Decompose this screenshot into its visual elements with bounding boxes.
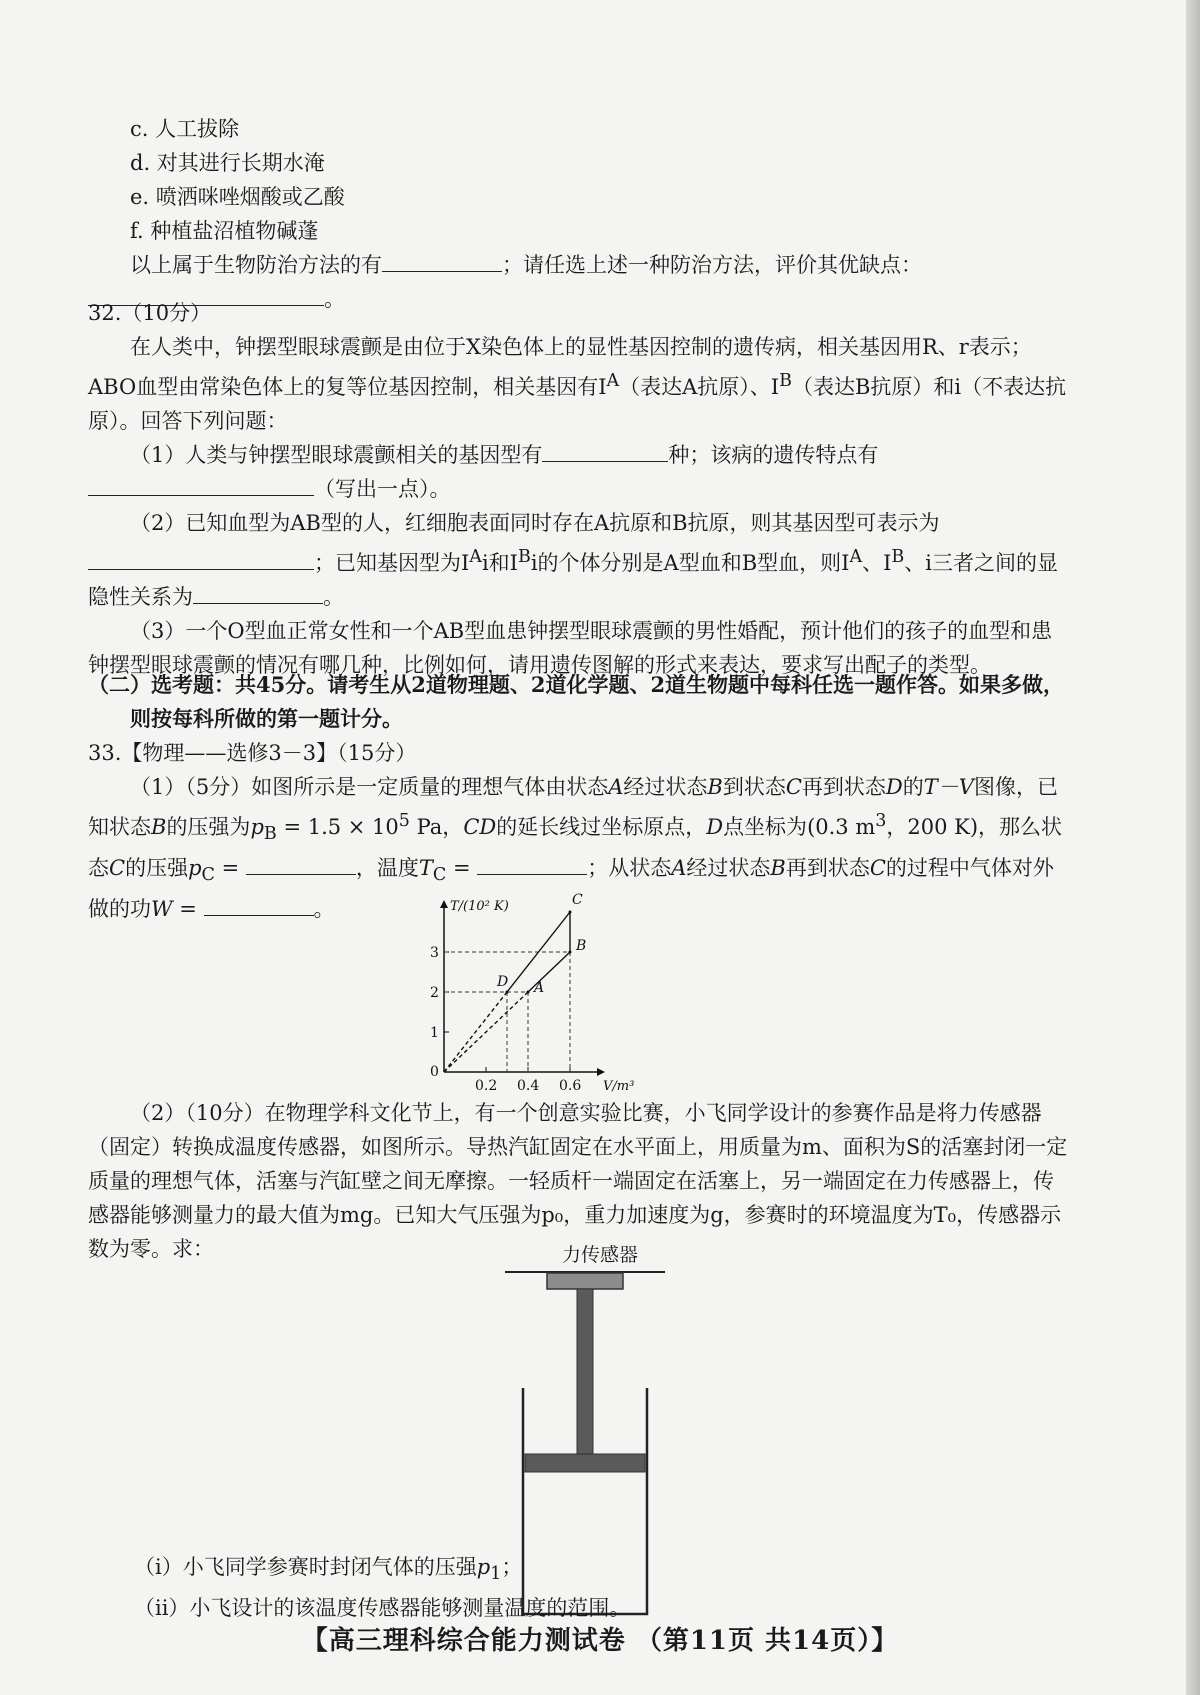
sub: C (201, 865, 215, 886)
var: B (770, 856, 786, 881)
q32-s1-a: （1）人类与钟摆型眼球震颤相关的基因型有 (130, 443, 543, 467)
point-D (506, 991, 509, 994)
var: p (188, 856, 202, 881)
q32-s2-f: 、i三者之间的显隐性关系为 (88, 551, 1058, 609)
q32-sub2 (88, 506, 1073, 540)
x-axis-arrow (597, 1068, 605, 1076)
sup: B (891, 547, 905, 567)
t: （1）（5分）如图所示是一定质量的理想气体由状态 (130, 775, 609, 799)
t: ，温度 (355, 856, 419, 881)
sup: A (469, 547, 482, 567)
y-tick-label: 3 (430, 945, 439, 961)
t: 经过状态 (686, 856, 771, 881)
q31-ask-b: ；请任选上述一种防治方法，评价其优缺点： (502, 253, 922, 277)
answer-blank[interactable] (193, 581, 323, 604)
origin-label: 0 (430, 1064, 439, 1080)
t: 图像，已知状态 (88, 775, 1058, 839)
y-tick-label: 1 (430, 1025, 439, 1041)
var: T－V (923, 775, 974, 799)
y-axis-arrow (440, 900, 448, 908)
answer-blank[interactable] (542, 439, 668, 462)
page-edge (1186, 0, 1200, 1695)
q33-part2-text: （2）（10分）在物理学科文化节上，有一个创意实验比赛，小飞同学设计的参赛作品是将力传感器（固定）转换成温度传感器，如图所示。导热汽缸固定在水平面上，用质量为m、面积为S的活塞封闭一定质量的理想气体，活塞与汽缸壁之间无摩擦。一轻质杆一端固定在活塞上，另一端固定在力传感器上，传感器能够测量力的最大值为mg。已知大气压强为p₀，重力加速度为g，参赛时的环境温度为T₀，传感器示数为零。求： (88, 1101, 1068, 1261)
var: D (885, 775, 903, 799)
t: = (172, 897, 204, 922)
q33-head: 33.【物理——选修3－3】（15分） (88, 741, 417, 765)
answer-blank[interactable] (477, 852, 587, 875)
q32-s1-b: 种；该病的遗传特点有 (668, 443, 879, 467)
sup: A (849, 547, 863, 567)
force-sensor (547, 1273, 623, 1289)
t: （i）小飞同学参赛时封闭气体的压强 (134, 1555, 477, 1579)
t: 再到状态 (785, 856, 870, 881)
t: 的压强为 (166, 815, 251, 839)
q32-stem-b: （表达A抗原）、I (619, 375, 780, 399)
sup: B (517, 547, 531, 567)
sup: 5 (398, 811, 410, 831)
sub: B (263, 824, 277, 845)
sub-i (88, 1550, 1073, 1591)
y-tick-label: 2 (430, 985, 439, 1001)
var: C (785, 775, 802, 799)
point-C (569, 911, 572, 914)
sensor-label: 力传感器 (561, 1244, 638, 1266)
sup: A (606, 371, 620, 391)
q32-s1-c: （写出一点）。 (314, 477, 451, 501)
q31-tail (88, 112, 1073, 316)
sub: C (432, 865, 447, 886)
rod (577, 1289, 593, 1454)
q31-end-mark: 。 (324, 287, 345, 311)
option-c: c. 人工拔除 (130, 117, 240, 141)
t: ； (501, 1555, 523, 1579)
var: p (250, 815, 264, 839)
q32-sub2-cont (88, 540, 1073, 614)
t: 点坐标为 (723, 815, 808, 839)
sub: 1 (490, 1564, 502, 1585)
q32-s2-g: 。 (323, 585, 344, 609)
t: (0.3 m (807, 815, 876, 839)
point-A (527, 991, 530, 994)
x-tick-label: 0.6 (559, 1078, 582, 1092)
var: A (608, 775, 624, 799)
q32-sub1 (88, 438, 1073, 472)
t: 的延长线过坐标原点， (496, 815, 707, 839)
var: B (151, 815, 167, 839)
var: C (869, 856, 886, 881)
point-B (569, 951, 572, 954)
t: 到状态 (722, 775, 786, 799)
x-tick-label: 0.2 (475, 1078, 498, 1092)
q32-s2-e: 、I (862, 551, 892, 575)
q33-subquestions (88, 1550, 1073, 1625)
q32-s2-a: （2）已知血型为AB型的人，红细胞表面同时存在A抗原和B抗原，则其基因型可表示为 (130, 511, 940, 535)
q32-stem-a: 在人类中，钟摆型眼球震颤是由位于X染色体上的显性基因控制的遗传病，相关基因用R、r表示；ABO血型由常染色体上的复等位基因控制，相关基因有I (88, 335, 1032, 399)
piston (525, 1454, 645, 1472)
q31-ask (88, 248, 1073, 282)
series-line-O-A (444, 992, 528, 1072)
y-axis-label: T/(10² K) (450, 899, 509, 914)
t: ；从状态 (587, 856, 672, 881)
sub-ii: （ii）小飞设计的该温度传感器能够测量温度的范围。 (134, 1596, 631, 1621)
x-axis-label: V/m³ (603, 1079, 635, 1092)
answer-blank[interactable] (88, 547, 314, 570)
answer-blank[interactable] (88, 473, 314, 496)
var: W (151, 897, 173, 922)
x-tick-label: 0.4 (517, 1078, 540, 1092)
point-label-C: C (572, 892, 583, 908)
t: = 1.5 × 10 (276, 815, 399, 839)
point-label-D: D (497, 974, 509, 990)
var: D (706, 815, 724, 839)
t: 的压强 (125, 856, 189, 881)
t: 再到状态 (801, 775, 886, 799)
t: 经过状态 (623, 775, 708, 799)
answer-blank[interactable] (204, 893, 314, 916)
q32-sub1-cont (88, 472, 1073, 506)
q31-ask-a: 以上属于生物防治方法的有 (130, 253, 382, 277)
q32-s2-d: i的个体分别是A型血和B型血，则I (530, 551, 850, 575)
point-label-A: A (534, 980, 545, 996)
q32-s2-c: i和I (481, 551, 518, 575)
answer-blank[interactable] (246, 852, 356, 875)
t: 的过程中气体对外做的功 (88, 856, 1054, 922)
page-footer: 【高三理科综合能力测试卷 （第11页 共14页）】 (301, 1626, 899, 1656)
t: 的 (902, 775, 924, 799)
q32-head: 32.（10分） (88, 301, 212, 325)
t: = (446, 856, 478, 881)
var: T (418, 856, 433, 881)
var: B (707, 775, 723, 799)
t: = (214, 856, 246, 881)
t: 。 (313, 897, 335, 922)
section-2-heading (88, 668, 1073, 736)
tv-graph (430, 882, 690, 1092)
t: ，200 K)，那么状态 (88, 815, 1063, 881)
t: Pa， (409, 815, 464, 839)
section-2-text: （二）选考题：共45分。请考生从2道物理题、2道化学题、2道生物题中每科任选一题作答。如果多做，则按每科所做的第一题计分。 (88, 672, 1065, 731)
var: A (671, 856, 687, 881)
option-d: d. 对其进行长期水淹 (130, 151, 325, 175)
question-32 (88, 296, 1073, 682)
q32-stem-c: （表达B抗原）和i（不表达抗原）。回答下列问题： (88, 375, 1067, 433)
series-line-O-D (444, 992, 507, 1072)
point-label-B: B (576, 938, 587, 954)
var: CD (463, 815, 497, 839)
option-f: f. 种植盐沼植物碱蓬 (130, 219, 319, 243)
sup: B (779, 371, 792, 391)
sup: 3 (875, 811, 887, 831)
q32-sub3: （3）一个O型血正常女性和一个AB型血患钟摆型眼球震颤的男性婚配，预计他们的孩子的血型和患钟摆型眼球震颤的情况有哪几种，比例如何，请用遗传图解的形式来表达，要求写出配子的类型。 (88, 619, 1053, 677)
q32-stem (88, 330, 1073, 438)
q32-s2-b: ；已知基因型为I (314, 551, 470, 575)
answer-blank[interactable] (382, 249, 502, 272)
option-e: e. 喷洒咪唑烟酸或乙酸 (130, 185, 345, 209)
var: C (109, 856, 126, 881)
var: p (476, 1555, 491, 1579)
